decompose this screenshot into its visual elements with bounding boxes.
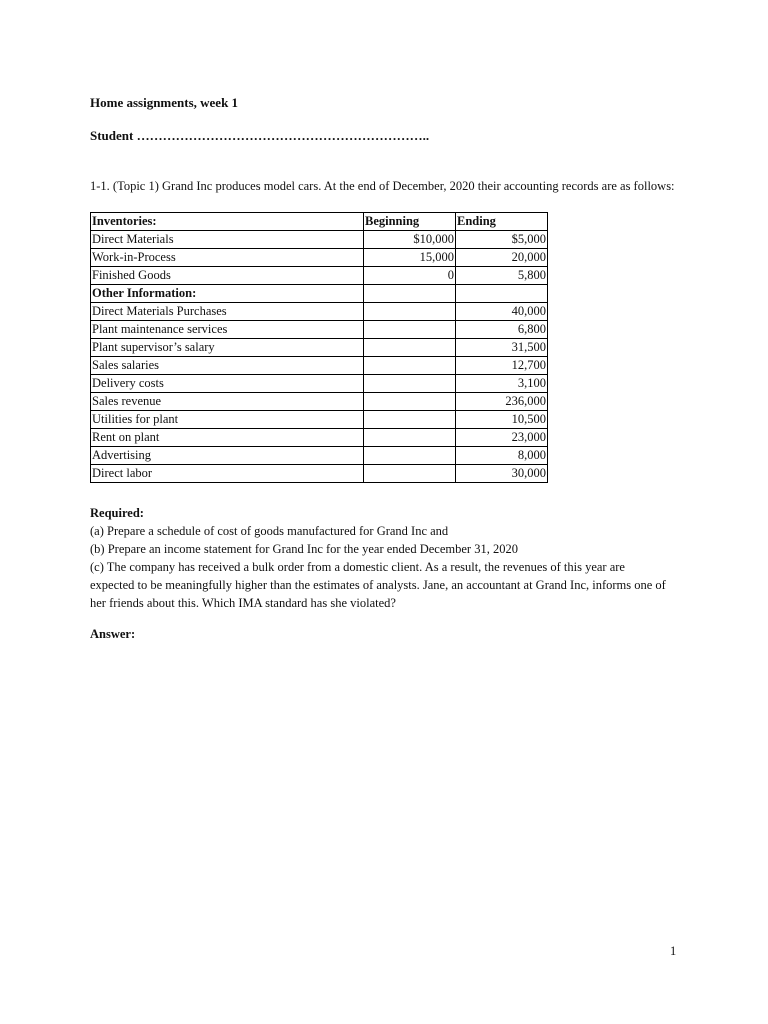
table-row — [91, 339, 548, 357]
empty-cell — [364, 321, 456, 339]
row-label: Direct Materials Purchases — [91, 303, 364, 321]
empty-cell — [364, 465, 456, 483]
row-value: 30,000 — [456, 465, 548, 483]
row-label: Utilities for plant — [91, 411, 364, 429]
row-value: 12,700 — [456, 357, 548, 375]
table-row — [91, 267, 548, 285]
row-ending: 5,800 — [456, 267, 548, 285]
empty-cell — [364, 429, 456, 447]
row-beginning: 0 — [364, 267, 456, 285]
required-item-a: (a) Prepare a schedule of cost of goods manufactured for Grand Inc and — [90, 524, 449, 538]
row-ending: $5,000 — [456, 231, 548, 249]
table-row — [91, 411, 548, 429]
empty-cell — [364, 411, 456, 429]
table-header-row — [91, 213, 548, 231]
table-row — [91, 447, 548, 465]
empty-cell — [364, 447, 456, 465]
other-information-header: Other Information: — [91, 285, 364, 303]
empty-cell — [456, 285, 548, 303]
required-item-c: (c) The company has received a bulk order from a domestic client. As a result, the revenues of this year are expected to be meaningfully higher than the estimates of analysts. Jane, an accountant at Grand Inc, informs one of her friends about this. Which IMA standard has she violated? — [90, 560, 666, 610]
assignment-title: Home assignments, week 1 — [90, 95, 239, 110]
row-label: Work-in-Process — [91, 249, 364, 267]
row-value: 3,100 — [456, 375, 548, 393]
row-label: Direct labor — [91, 465, 364, 483]
header-beginning: Beginning — [364, 213, 456, 231]
question-intro: 1-1. (Topic 1) Grand Inc produces model cars. At the end of December, 2020 their accounting records are as follows: — [90, 179, 675, 193]
row-value: 8,000 — [456, 447, 548, 465]
row-label: Sales salaries — [91, 357, 364, 375]
header-ending: Ending — [456, 213, 548, 231]
table-row — [91, 303, 548, 321]
table-row — [91, 249, 548, 267]
empty-cell — [364, 393, 456, 411]
table-row — [91, 375, 548, 393]
required-title: Required: — [90, 506, 144, 520]
table-row — [91, 321, 548, 339]
row-ending: 20,000 — [456, 249, 548, 267]
table-section-row — [91, 285, 548, 303]
row-beginning: 15,000 — [364, 249, 456, 267]
empty-cell — [364, 303, 456, 321]
row-label: Sales revenue — [91, 393, 364, 411]
row-label: Direct Materials — [91, 231, 364, 249]
row-label: Delivery costs — [91, 375, 364, 393]
row-value: 10,500 — [456, 411, 548, 429]
table-row — [91, 393, 548, 411]
row-value: 23,000 — [456, 429, 548, 447]
row-label: Advertising — [91, 447, 364, 465]
row-value: 236,000 — [456, 393, 548, 411]
required-section — [90, 504, 670, 612]
page-number: 1 — [670, 944, 677, 958]
row-value: 40,000 — [456, 303, 548, 321]
empty-cell — [364, 339, 456, 357]
table-row — [91, 465, 548, 483]
required-item-b: (b) Prepare an income statement for Grand Inc for the year ended December 31, 2020 — [90, 542, 518, 556]
row-beginning: $10,000 — [364, 231, 456, 249]
row-label: Plant supervisor’s salary — [91, 339, 364, 357]
row-value: 31,500 — [456, 339, 548, 357]
row-label: Finished Goods — [91, 267, 364, 285]
student-name-line: Student ………………………………………………………….. — [90, 128, 430, 143]
empty-cell — [364, 285, 456, 303]
row-label: Plant maintenance services — [91, 321, 364, 339]
row-value: 6,800 — [456, 321, 548, 339]
table-row — [91, 231, 548, 249]
table-row — [91, 357, 548, 375]
answer-label: Answer: — [90, 627, 136, 641]
table-row — [91, 429, 548, 447]
header-inventories: Inventories: — [91, 213, 364, 231]
empty-cell — [364, 375, 456, 393]
empty-cell — [364, 357, 456, 375]
accounting-records-table — [90, 212, 548, 483]
row-label: Rent on plant — [91, 429, 364, 447]
